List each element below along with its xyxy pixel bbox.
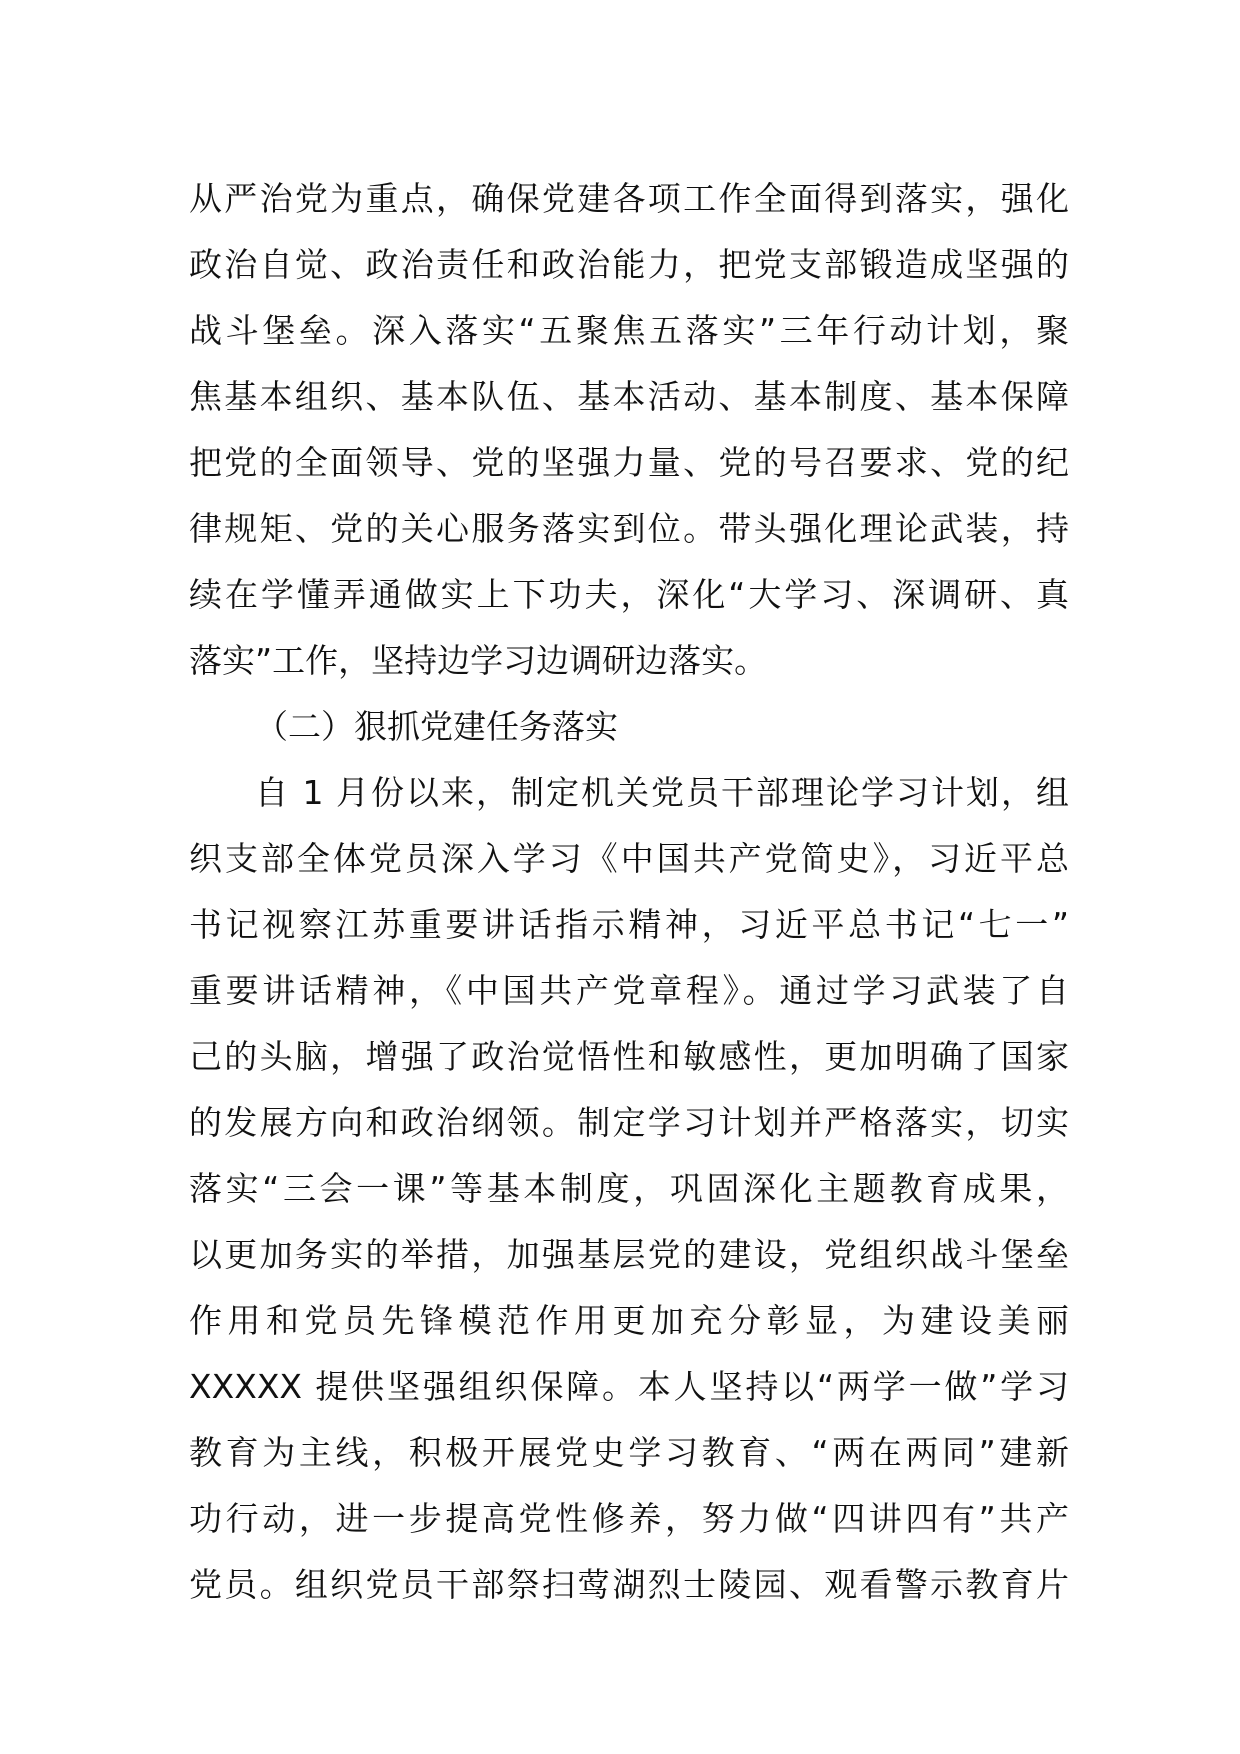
text-line: 作用和党员先锋模范作用更加充分彰显，为建设美丽: [189, 1301, 1069, 1340]
text-line: 把党的全面领导、党的坚强力量、党的号召要求、党的纪: [189, 443, 1069, 482]
text-line: 己的头脑，增强了政治觉悟性和敏感性，更加明确了国家: [189, 1037, 1069, 1076]
text-line: 重要讲话精神，《中国共产党章程》。通过学习武装了自: [189, 971, 1069, 1010]
text-line: 战斗堡垒。深入落实“五聚焦五落实”三年行动计划，聚: [189, 311, 1069, 350]
text-line: 从严治党为重点，确保党建各项工作全面得到落实，强化: [189, 179, 1069, 218]
text-line: XXXXX 提供坚强组织保障。本人坚持以“两学一做”学习: [189, 1367, 1069, 1406]
text-line: 功行动，进一步提高党性修养，努力做“四讲四有”共产: [189, 1499, 1069, 1538]
text-line: 落实”工作，坚持边学习边调研边落实。: [189, 641, 768, 680]
text-line: 焦基本组织、基本队伍、基本活动、基本制度、基本保障: [189, 377, 1069, 416]
text-line: 政治自觉、政治责任和政治能力，把党支部锻造成坚强的: [189, 245, 1069, 284]
text-line: 以更加务实的举措，加强基层党的建设，党组织战斗堡垒: [189, 1235, 1069, 1274]
text-line: 书记视察江苏重要讲话指示精神，习近平总书记“七一”: [189, 905, 1069, 944]
text-line: 自 1 月份以来，制定机关党员干部理论学习计划，组: [255, 773, 1069, 812]
text-line: 教育为主线，积极开展党史学习教育、“两在两同”建新: [189, 1433, 1069, 1472]
text-line: 落实“三会一课”等基本制度，巩固深化主题教育成果，: [189, 1169, 1069, 1208]
document-body: [189, 166, 1069, 1618]
section-heading: （二）狠抓党建任务落实: [255, 707, 618, 746]
text-line: 织支部全体党员深入学习《中国共产党简史》，习近平总: [189, 839, 1069, 878]
text-line: 的发展方向和政治纲领。制定学习计划并严格落实，切实: [189, 1103, 1069, 1142]
text-line: 党员。组织党员干部祭扫莺湖烈士陵园、观看警示教育片: [189, 1565, 1069, 1604]
text-line: 续在学懂弄通做实上下功夫，深化“大学习、深调研、真: [189, 575, 1069, 614]
text-line: 律规矩、党的关心服务落实到位。带头强化理论武装，持: [189, 509, 1069, 548]
